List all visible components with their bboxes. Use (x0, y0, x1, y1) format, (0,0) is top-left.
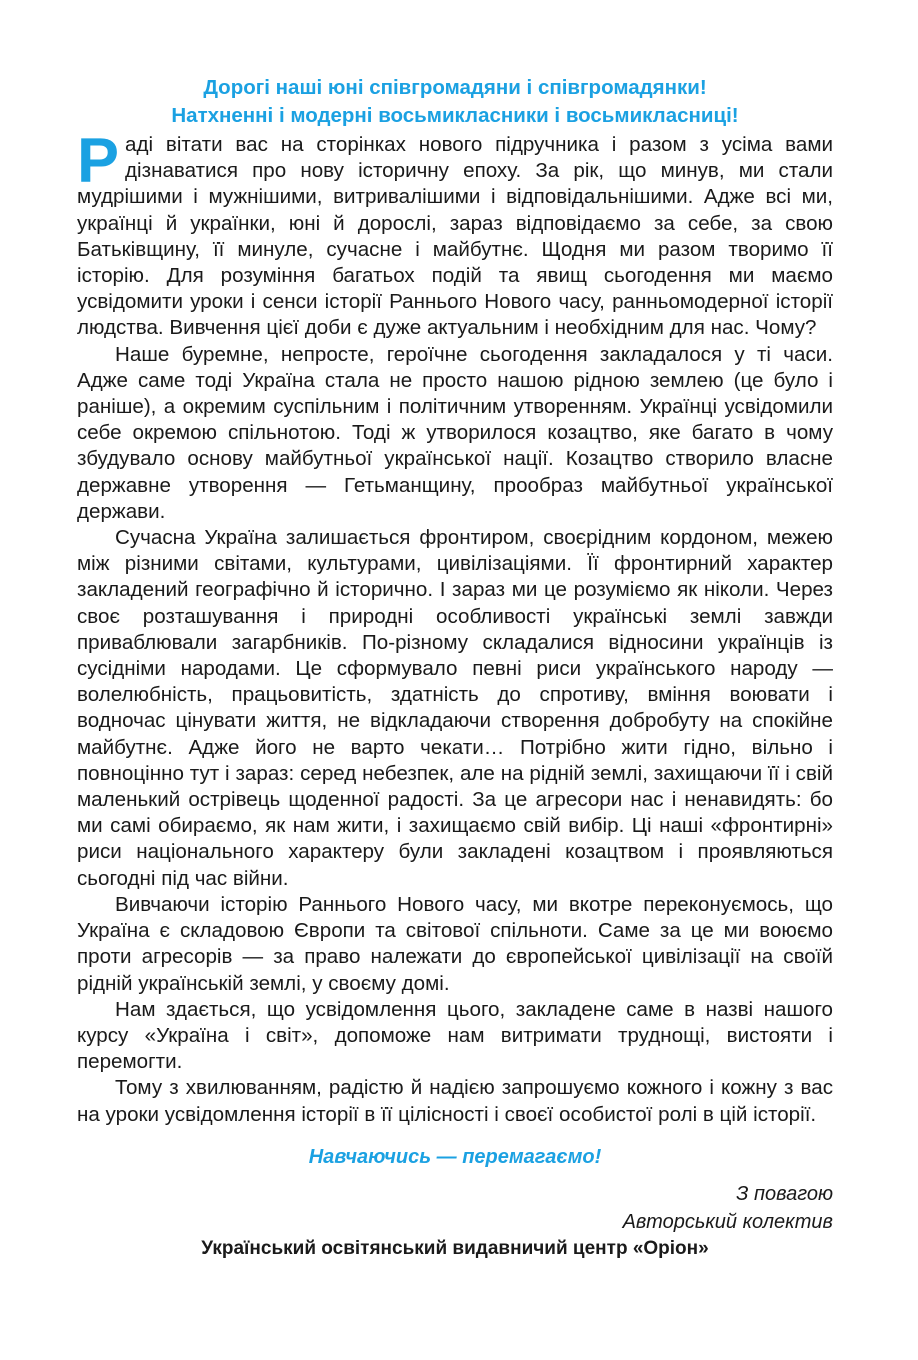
paragraph-2: Наше буремне, непросте, героїчне сьогодення закладалося у ті часи. Адже саме тоді Україна стала не просто нашою рідною землею (це було і раніше), а окремим суспільним і політичним утворенням. Українці усвідомили себе окремою спільнотою. Тоді ж утворилося козацтво, яке багато в чому збудувало основу майбутньої української нації. Козацтво створило власне державне утворення — Гетьманщину, прообраз майбутньої української держави. (77, 342, 833, 523)
greeting-heading (77, 74, 833, 130)
signature-regards: З повагою (736, 1182, 833, 1205)
paragraph-4: Вивчаючи історію Раннього Нового часу, ми вкотре переконуємось, що Україна є складовою Європи та світової спільноти. Саме за це ми воюємо проти агресорів — за право належати до європейської цивілізації на своїй рідній українській землі, у своєму домі. (77, 892, 833, 995)
preface-page (77, 74, 833, 1262)
paragraph-3: Сучасна Україна залишається фронтиром, своєрідним кордоном, межею між різними світами, культурами, цивілізаціями. Її фронтирний характер закладений географічно й історично. І зараз ми це розуміємо як ніколи. Через своє розташування і природні особливості українські землі завжди приваблювали загарбників. По-різному складалися відносини українців із сусідніми народами. Це сформувало певні риси українського народу — волелюбність, працьовитість, здатність до спротиву, вміння воювати і водночас цінувати життя, не відкладаючи створення добробуту на спокійне майбутнє. Адже його не варто чекати… Потрібно жити гідно, вільно і повноцінно тут і зараз: серед небезпек, але на рідній землі, захищаючи її і свій маленький острівець щоденної радості. За це агресори нас і ненавидять: бо ми самі обираємо, як нам жити, і захищаємо свій вибір. Ці наші «фронтирні» риси національного характеру були закладені козацтвом і проявляються сьогодні під час війни. (77, 526, 833, 890)
paragraph-5: Нам здається, що усвідомлення цього, закладене саме в назві нашого курсу «Україна і світ», допоможе нам витримати труднощі, вистояти і перемогти. (77, 997, 833, 1074)
publisher-name: Український освітянський видавничий центр «Оріон» (201, 1237, 709, 1259)
signature-authors: Авторський колектив (622, 1210, 833, 1233)
greeting-line-1: Дорогі наші юні співгромадяни і співгромадянки! (203, 76, 707, 99)
paragraph-6: Тому з хвилюванням, радістю й надією запрошуємо кожного і кожну з вас на уроки усвідомлення історії в її цілісності і своєї особистої ролі в цій історії. (77, 1076, 833, 1126)
motto: Навчаючись — перемагаємо! (308, 1145, 602, 1168)
greeting-line-2: Натхненні і модерні восьмикласники і восьмикласниці! (171, 104, 739, 127)
paragraph-1 (77, 126, 833, 342)
paragraph-1-text: аді вітати вас на сторінках нового підручника і разом з усіма вами дізнаватися про нову історичну епоху. За рік, що минув, ми стали мудрішими і мужнішими, витривалішими і відповідальнішими. Адже всі ми, українці й українки, юні й дорослі, зараз відповідаємо за себе, за свою Батьківщину, її минуле, сучасне і майбутнє. Щодня ми разом творимо її історію. Для розуміння багатьох подій та явищ сьогодення ми маємо усвідомити уроки і сенси історії Раннього Нового часу, ранньомодерної історії людства. Вивчення цієї доби є дуже актуальним і необхідним для нас. Чому? (77, 133, 833, 340)
drop-cap: Р (77, 126, 120, 196)
preface-body (77, 126, 833, 1128)
signature-block (77, 1180, 833, 1236)
